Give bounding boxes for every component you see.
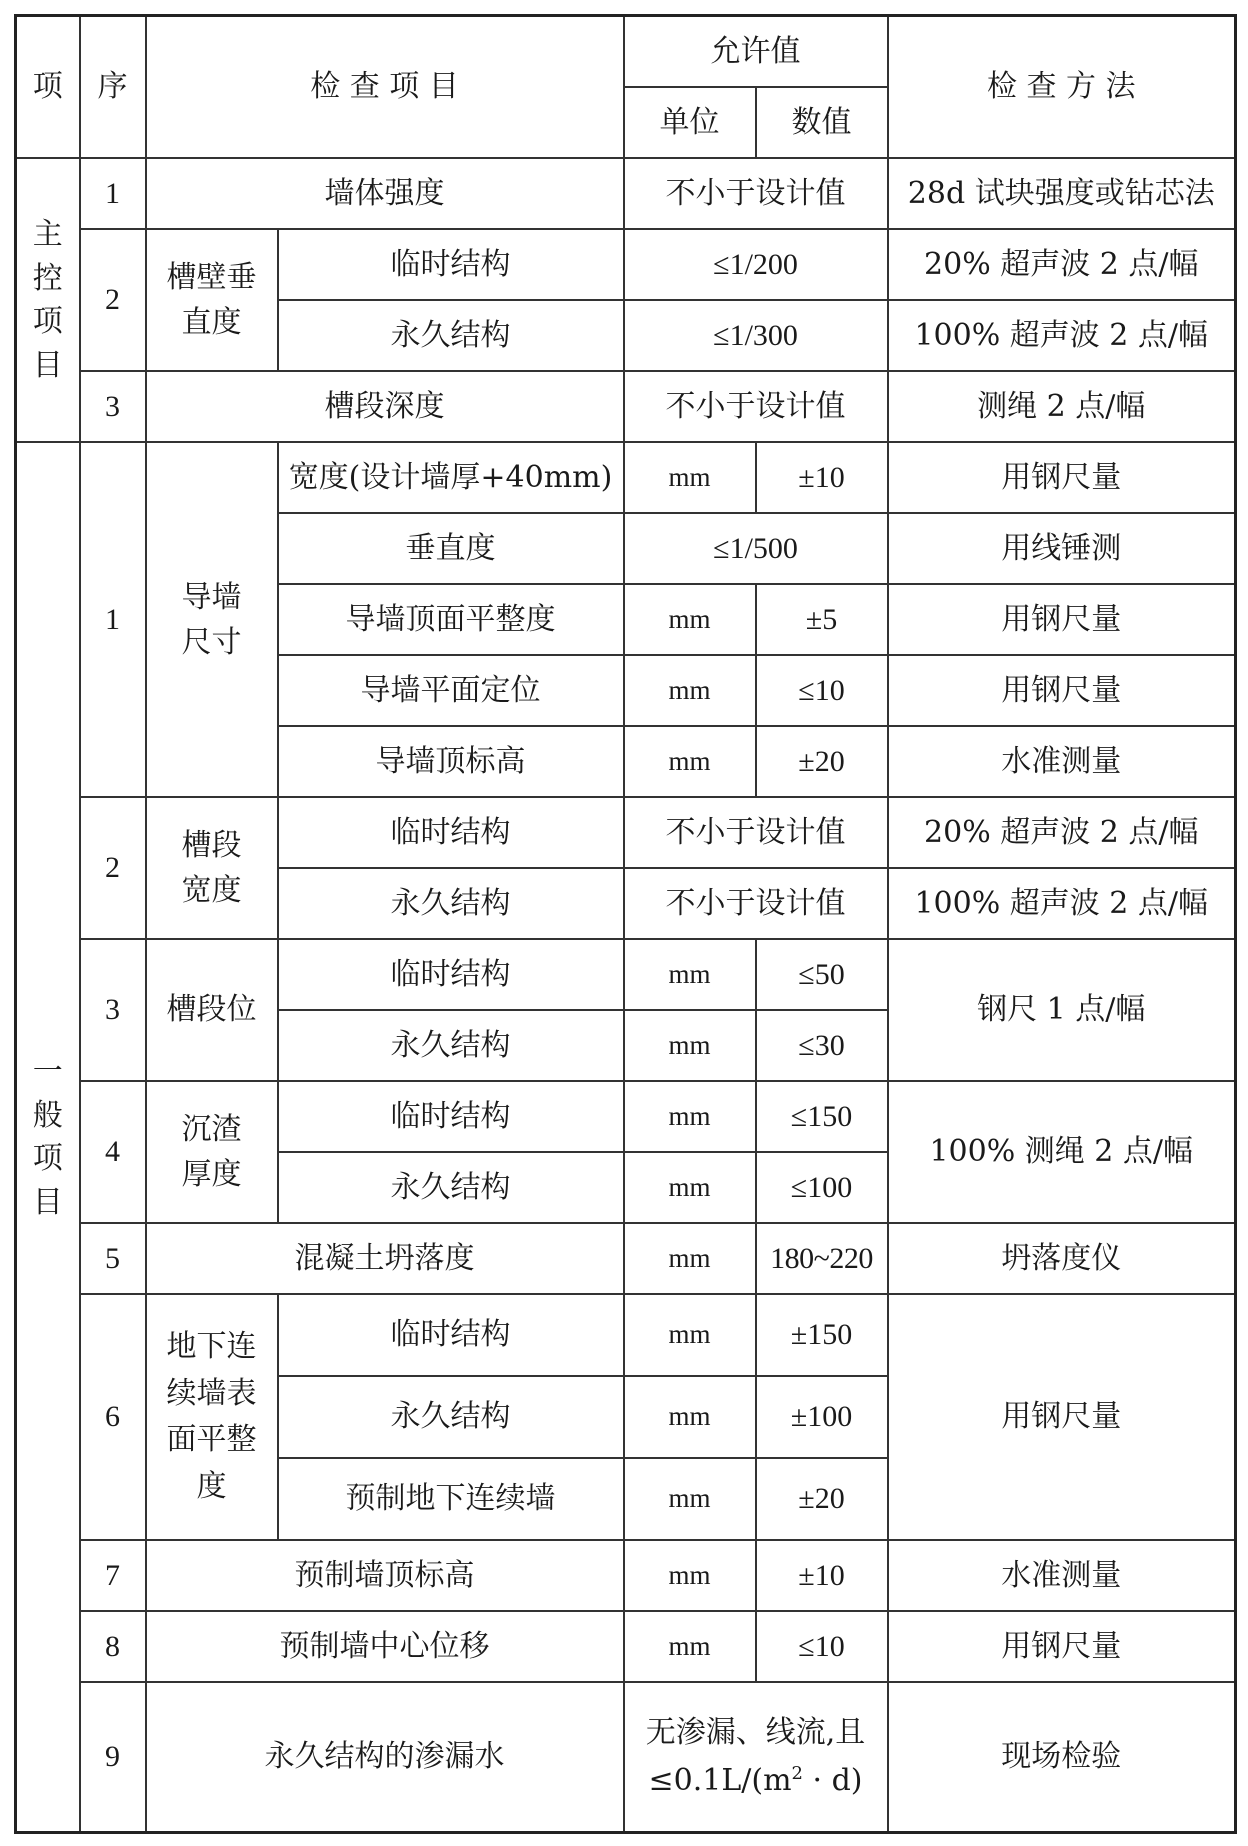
item-cell: 永久结构的渗漏水 (146, 1682, 624, 1833)
value-cell: ±5 (756, 584, 888, 655)
table-row (16, 229, 1236, 300)
sub-item-cell: 永久结构 (278, 868, 624, 939)
item-cell: 地下连续墙表面平整度 (146, 1294, 278, 1540)
allow-cell: ≤1/500 (624, 513, 888, 584)
seq-cell: 9 (80, 1682, 146, 1833)
value-cell: ≤100 (756, 1152, 888, 1223)
value-cell: ≤50 (756, 939, 888, 1010)
value-cell: ≤150 (756, 1081, 888, 1152)
inspection-table-wrapper (14, 14, 1234, 1834)
method-cell: 用线锤测 (888, 513, 1236, 584)
sub-item-cell: 导墙平面定位 (278, 655, 624, 726)
table-row (16, 1294, 1236, 1376)
seq-cell: 5 (80, 1223, 146, 1294)
allow-cell: 不小于设计值 (624, 371, 888, 442)
sub-item-cell: 预制地下连续墙 (278, 1458, 624, 1540)
method-cell: 用钢尺量 (888, 1611, 1236, 1682)
allow-line-1: 无渗漏、线流,且 (645, 1715, 866, 1750)
item-cell: 槽壁垂直度 (146, 229, 278, 371)
value-cell: ±150 (756, 1294, 888, 1376)
table-row (16, 1540, 1236, 1611)
method-cell: 水准测量 (888, 726, 1236, 797)
item-cell: 导墙尺寸 (146, 442, 278, 797)
seq-cell: 8 (80, 1611, 146, 1682)
method-cell: 测绳 2 点/幅 (888, 371, 1236, 442)
sub-item-cell: 垂直度 (278, 513, 624, 584)
sub-item-cell: 宽度(设计墙厚+40mm) (278, 442, 624, 513)
sub-item-cell: 永久结构 (278, 1152, 624, 1223)
allow-cell (624, 1682, 888, 1833)
item-cell: 预制墙顶标高 (146, 1540, 624, 1611)
item-cell: 预制墙中心位移 (146, 1611, 624, 1682)
table-row (16, 1223, 1236, 1294)
sub-item-cell: 导墙顶标高 (278, 726, 624, 797)
value-cell: ±10 (756, 1540, 888, 1611)
unit-cell: mm (624, 939, 756, 1010)
method-cell: 用钢尺量 (888, 584, 1236, 655)
sub-item-cell: 临时结构 (278, 939, 624, 1010)
seq-cell: 2 (80, 229, 146, 371)
sub-item-cell: 永久结构 (278, 300, 624, 371)
table-row (16, 797, 1236, 868)
header-value: 数值 (756, 87, 888, 158)
table-row (16, 1611, 1236, 1682)
unit-cell: mm (624, 655, 756, 726)
header-item: 项 (16, 16, 80, 159)
header-seq: 序 (80, 16, 146, 159)
unit-cell: mm (624, 1294, 756, 1376)
unit-cell: mm (624, 1540, 756, 1611)
seq-cell: 1 (80, 158, 146, 229)
method-cell: 用钢尺量 (888, 655, 1236, 726)
allow-line-3: · d) (802, 1763, 863, 1798)
method-cell: 100% 超声波 2 点/幅 (888, 300, 1236, 371)
table-row (16, 1081, 1236, 1152)
method-cell: 现场检验 (888, 1682, 1236, 1833)
allow-cell: 不小于设计值 (624, 868, 888, 939)
method-cell: 水准测量 (888, 1540, 1236, 1611)
value-cell: ≤30 (756, 1010, 888, 1081)
item-cell: 槽段位 (146, 939, 278, 1081)
sub-item-cell: 临时结构 (278, 229, 624, 300)
header-unit: 单位 (624, 87, 756, 158)
seq-cell: 3 (80, 371, 146, 442)
seq-cell: 4 (80, 1081, 146, 1223)
allow-cell: 不小于设计值 (624, 797, 888, 868)
table-row (16, 158, 1236, 229)
method-cell: 用钢尺量 (888, 1294, 1236, 1540)
method-cell: 用钢尺量 (888, 442, 1236, 513)
unit-cell: mm (624, 726, 756, 797)
item-cell: 墙体强度 (146, 158, 624, 229)
unit-cell: mm (624, 1010, 756, 1081)
value-cell: ≤10 (756, 655, 888, 726)
unit-cell: mm (624, 1376, 756, 1458)
header-check-method: 检 查 方 法 (888, 16, 1236, 159)
inspection-table (14, 14, 1237, 1834)
group-label-general: 一般项目 (16, 442, 80, 1833)
table-row (16, 371, 1236, 442)
sub-item-cell: 临时结构 (278, 797, 624, 868)
method-cell: 20% 超声波 2 点/幅 (888, 797, 1236, 868)
table-row (16, 442, 1236, 513)
value-cell: ±10 (756, 442, 888, 513)
method-cell: 100% 测绳 2 点/幅 (888, 1081, 1236, 1223)
method-cell: 28d 试块强度或钻芯法 (888, 158, 1236, 229)
header-row-1 (16, 16, 1236, 88)
seq-cell: 6 (80, 1294, 146, 1540)
allow-cell: 不小于设计值 (624, 158, 888, 229)
method-cell: 100% 超声波 2 点/幅 (888, 868, 1236, 939)
value-cell: 180~220 (756, 1223, 888, 1294)
table-row (16, 1682, 1236, 1833)
unit-cell: mm (624, 1611, 756, 1682)
value-cell: ±100 (756, 1376, 888, 1458)
allow-line-2: ≤0.1L/(m (648, 1763, 792, 1798)
header-check-item: 检 查 项 目 (146, 16, 624, 159)
item-cell: 混凝土坍落度 (146, 1223, 624, 1294)
unit-cell: mm (624, 1152, 756, 1223)
item-cell: 沉渣厚度 (146, 1081, 278, 1223)
seq-cell: 1 (80, 442, 146, 797)
value-cell: ≤10 (756, 1611, 888, 1682)
item-cell: 槽段深度 (146, 371, 624, 442)
item-cell: 槽段宽度 (146, 797, 278, 939)
sub-item-cell: 导墙顶面平整度 (278, 584, 624, 655)
seq-cell: 7 (80, 1540, 146, 1611)
method-cell: 20% 超声波 2 点/幅 (888, 229, 1236, 300)
sub-item-cell: 永久结构 (278, 1010, 624, 1081)
value-cell: ±20 (756, 726, 888, 797)
group-label-main: 主控项目 (16, 158, 80, 442)
allow-cell: ≤1/300 (624, 300, 888, 371)
value-cell: ±20 (756, 1458, 888, 1540)
unit-cell: mm (624, 1223, 756, 1294)
unit-cell: mm (624, 1081, 756, 1152)
sub-item-cell: 永久结构 (278, 1376, 624, 1458)
seq-cell: 2 (80, 797, 146, 939)
method-cell: 坍落度仪 (888, 1223, 1236, 1294)
sub-item-cell: 临时结构 (278, 1081, 624, 1152)
unit-cell: mm (624, 442, 756, 513)
allow-superscript: 2 (791, 1763, 803, 1784)
sub-item-cell: 临时结构 (278, 1294, 624, 1376)
method-cell: 钢尺 1 点/幅 (888, 939, 1236, 1081)
allow-cell: ≤1/200 (624, 229, 888, 300)
unit-cell: mm (624, 1458, 756, 1540)
header-allowed-value: 允许值 (624, 16, 888, 88)
seq-cell: 3 (80, 939, 146, 1081)
table-row (16, 939, 1236, 1010)
unit-cell: mm (624, 584, 756, 655)
